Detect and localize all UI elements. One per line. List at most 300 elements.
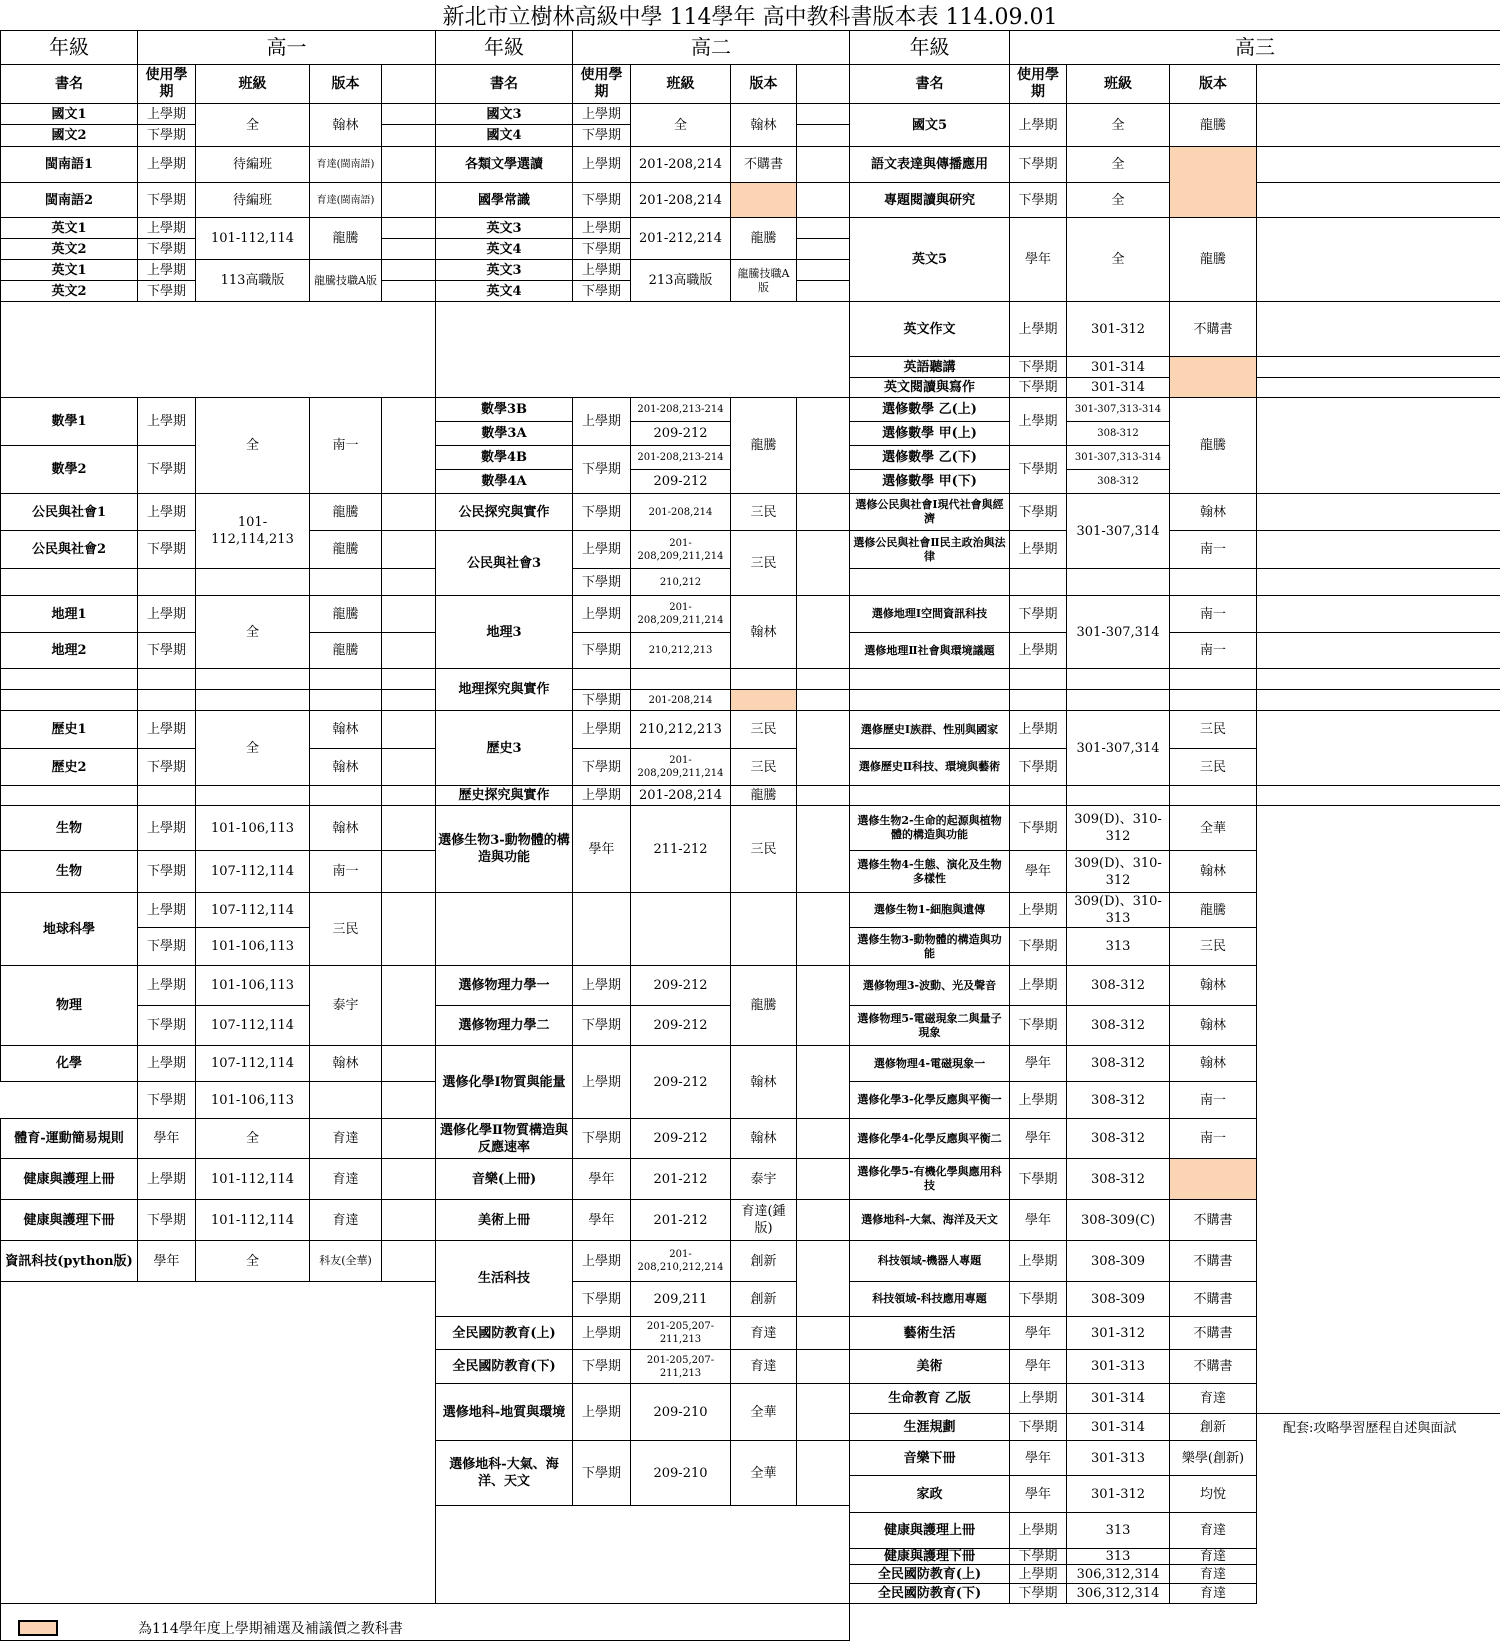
table-cell: 上學期: [137, 1158, 196, 1200]
table-cell: 選修物理4-電磁現象一: [849, 1045, 1010, 1082]
table-cell: 上學期: [572, 710, 631, 749]
table-cell: 上學期: [137, 965, 196, 1006]
table-cell: 308-312: [1066, 1005, 1170, 1046]
blank-cell: [796, 892, 850, 966]
blank-cell: [1256, 568, 1500, 596]
table-cell: 313: [1066, 927, 1170, 966]
blank-cell: [381, 64, 436, 104]
table-cell: 育達: [730, 1349, 797, 1384]
table-cell: 育達: [1169, 1583, 1257, 1604]
blank-cell: [0, 1281, 436, 1604]
table-cell: 上學期: [1009, 1240, 1067, 1282]
table-cell: 201-208,214: [630, 146, 731, 183]
table-cell: 下學期: [572, 748, 631, 786]
table-cell: 下學期: [1009, 805, 1067, 851]
book-name-cell: 數學1: [0, 397, 138, 446]
book-name-cell: 國文2: [0, 124, 138, 147]
grade-2-header: 高二: [572, 30, 850, 65]
table-cell: 301-312: [1066, 301, 1170, 357]
book-name-cell: 國文1: [0, 103, 138, 125]
blank-cell: [730, 668, 797, 690]
blank-cell: [0, 301, 436, 398]
blank-cell: [796, 710, 850, 786]
book-name-cell: 選修地科-大氣、海洋、天文: [435, 1440, 573, 1506]
blank-cell: [0, 785, 138, 806]
book-name-cell: 選修物理力學一: [435, 965, 573, 1006]
grade-3-header: 高三: [1009, 30, 1500, 65]
blank-cell: [195, 668, 310, 690]
blank-cell: [381, 238, 436, 260]
table-cell: 上學期: [137, 805, 196, 851]
table-cell: 209-210: [630, 1383, 731, 1441]
book-name-cell: 公民與社會2: [0, 530, 138, 569]
table-cell: 下學期: [1009, 1413, 1067, 1441]
blank-cell: [381, 259, 436, 281]
table-cell: 下學期: [1009, 377, 1067, 398]
table-cell: 翰林: [1169, 965, 1257, 1006]
column-header: 版本: [309, 64, 382, 104]
book-name-cell: 全民國防教育(上): [435, 1316, 573, 1350]
blank-cell: [381, 397, 436, 494]
table-cell: 不購書: [730, 146, 797, 183]
blank-cell: [1009, 785, 1067, 806]
table-cell: 學年: [1009, 1349, 1067, 1384]
blank-cell: [1256, 530, 1500, 569]
blank-cell: [381, 568, 436, 596]
table-cell: 209,211: [630, 1281, 731, 1317]
table-cell: 學年: [1009, 1475, 1067, 1513]
blank-cell: [381, 493, 436, 531]
book-name-cell: 選修化學Ⅱ物質構造與反應速率: [435, 1118, 573, 1159]
table-cell: 上學期: [137, 397, 196, 446]
table-cell: 翰林: [309, 103, 382, 147]
table-cell: 南一: [1169, 595, 1257, 633]
table-cell: 樂學(創新): [1169, 1440, 1257, 1476]
blank-cell: [1256, 64, 1500, 104]
table-cell: 上學期: [572, 1316, 631, 1350]
book-name-cell: 生活科技: [435, 1240, 573, 1317]
table-cell: 全: [1066, 146, 1170, 183]
book-name-cell: 數學3A: [435, 421, 573, 446]
book-name-cell: 歷史2: [0, 748, 138, 786]
table-cell: 210,212,213: [630, 710, 731, 749]
table-cell: 211-212: [630, 805, 731, 893]
table-cell: 101-112,114: [195, 217, 310, 260]
table-cell: 下學期: [572, 182, 631, 218]
blank-cell: [1066, 568, 1170, 596]
table-cell: 101-106,113: [195, 965, 310, 1006]
table-cell: 上學期: [572, 530, 631, 569]
table-cell: 育達: [1169, 1564, 1257, 1584]
table-cell: 不購書: [1169, 301, 1257, 357]
book-name-cell: 各類文學選讀: [435, 146, 573, 183]
table-cell: 313: [1066, 1548, 1170, 1565]
blank-cell: [1256, 217, 1500, 302]
table-cell: 201-208,214: [630, 182, 731, 218]
column-header: 書名: [435, 64, 573, 104]
book-name-cell: 健康與護理下冊: [0, 1199, 138, 1241]
book-name-cell: 健康與護理上冊: [0, 1158, 138, 1200]
book-name-cell: 英文1: [0, 259, 138, 281]
blank-cell: [796, 1383, 850, 1441]
table-cell: 上學期: [1009, 1564, 1067, 1584]
blank-cell: [630, 892, 731, 966]
blank-cell: [1256, 182, 1500, 218]
table-cell: 龍騰: [730, 965, 797, 1046]
table-cell: 龍騰技職A版: [309, 259, 382, 302]
table-cell: 學年: [137, 1118, 196, 1159]
book-name-cell: 國學常識: [435, 182, 573, 218]
table-cell: 309(D)、310-312: [1066, 850, 1170, 893]
table-cell: 201-208,213-214: [630, 397, 731, 422]
table-cell: 上學期: [572, 1240, 631, 1282]
blank-cell: [137, 785, 196, 806]
table-cell: 101-106,113: [195, 805, 310, 851]
book-name-cell: 歷史3: [435, 710, 573, 786]
table-cell: 下學期: [1009, 1281, 1067, 1317]
legend-text: 為114學年度上學期補選及補議價之教科書: [138, 1621, 403, 1637]
column-header: 班級: [195, 64, 310, 104]
blank-cell: [796, 1199, 850, 1241]
highlight-cell: [730, 689, 797, 711]
table-cell: 全華: [730, 1383, 797, 1441]
table-cell: 全: [195, 710, 310, 786]
table-cell: 上學期: [137, 892, 196, 928]
table-cell: 308-309(C): [1066, 1199, 1170, 1241]
table-cell: 下學期: [572, 632, 631, 669]
book-name-cell: 生涯規劃: [849, 1413, 1010, 1441]
blank-cell: [796, 668, 850, 690]
table-cell: 上學期: [1009, 301, 1067, 357]
table-cell: 創新: [730, 1240, 797, 1282]
blank-cell: [309, 689, 382, 711]
book-name-cell: 國文4: [435, 124, 573, 147]
table-cell: 201-205,207-211,213: [630, 1316, 731, 1350]
table-cell: 301-307,313-314: [1066, 445, 1170, 470]
table-cell: 下學期: [1009, 927, 1067, 966]
blank-cell: [796, 238, 850, 260]
table-cell: 翰林: [309, 748, 382, 786]
table-cell: 下學期: [1009, 1583, 1067, 1604]
table-cell: 上學期: [137, 217, 196, 239]
table-cell: 201-208,209,211,214: [630, 748, 731, 786]
book-name-cell: 藝術生活: [849, 1316, 1010, 1350]
book-name-cell: 英文2: [0, 238, 138, 260]
book-name-cell: 美術上冊: [435, 1199, 573, 1241]
table-cell: 龍騰: [309, 217, 382, 260]
table-cell: 龍騰: [730, 397, 797, 494]
table-cell: 三民: [1169, 710, 1257, 749]
table-cell: 學年: [1009, 1440, 1067, 1476]
book-name-cell: 選修數學 甲(上): [849, 421, 1010, 446]
blank-cell: [381, 710, 436, 749]
table-cell: 上學期: [1009, 530, 1067, 569]
highlight-cell: [1169, 146, 1257, 218]
book-name-cell: 選修數學 甲(下): [849, 469, 1010, 494]
table-cell: 101-106,113: [195, 1081, 310, 1119]
table-cell: 301-307,314: [1066, 710, 1170, 786]
table-cell: 上學期: [572, 103, 631, 125]
table-cell: 龍騰: [730, 217, 797, 260]
table-cell: 翰林: [730, 1045, 797, 1119]
book-name-cell: 國文5: [849, 103, 1010, 147]
blank-cell: [1256, 397, 1500, 494]
blank-cell: [1009, 689, 1067, 711]
table-cell: 下學期: [572, 280, 631, 302]
blank-cell: [796, 103, 850, 125]
book-name-cell: 專題閱讀與研究: [849, 182, 1010, 218]
table-cell: 選修化學3-化學反應與平衡一: [849, 1081, 1010, 1119]
table-cell: 107-112,114: [195, 1045, 310, 1082]
footnote-text: 配套:攻略學習歷程自述與面試: [1283, 1421, 1457, 1436]
table-cell: 下學期: [137, 748, 196, 786]
column-header: 版本: [730, 64, 797, 104]
table-cell: 南一: [1169, 632, 1257, 669]
blank-cell: [381, 1240, 436, 1282]
table-cell: 選修地理Ⅰ空間資訊科技: [849, 595, 1010, 633]
book-name-cell: 物理: [0, 965, 138, 1046]
blank-cell: [1256, 668, 1500, 690]
blank-cell: [381, 965, 436, 1046]
blank-cell: [849, 689, 1010, 711]
book-name-cell: 地球科學: [0, 892, 138, 966]
blank-cell: [796, 397, 850, 494]
book-name-cell: 健康與護理上冊: [849, 1512, 1010, 1549]
table-cell: 不購書: [1169, 1199, 1257, 1241]
table-cell: 不購書: [1169, 1240, 1257, 1282]
column-header: 書名: [0, 64, 138, 104]
blank-cell: [195, 568, 310, 596]
table-cell: 101-112,114: [195, 1199, 310, 1241]
blank-cell: [1256, 710, 1500, 786]
table-cell: 翰林: [309, 1045, 382, 1082]
blank-cell: [1256, 805, 1500, 1414]
table-cell: 下學期: [1009, 595, 1067, 633]
blank-cell: [381, 217, 436, 239]
table-cell: 不購書: [1169, 1316, 1257, 1350]
blank-cell: [137, 689, 196, 711]
blank-cell: [381, 632, 436, 669]
table-cell: 308-312: [1066, 1081, 1170, 1119]
blank-cell: [796, 1045, 850, 1119]
table-cell: 上學期: [572, 397, 631, 446]
book-name-cell: 公民探究與實作: [435, 493, 573, 531]
book-name-cell: 選修化學Ⅰ物質與能量: [435, 1045, 573, 1119]
table-cell: 全: [630, 103, 731, 147]
table-cell: 201-208,214: [630, 785, 731, 806]
highlight-cell: [730, 182, 797, 218]
book-name-cell: 選修數學 乙(下): [849, 445, 1010, 470]
table-cell: 上學期: [572, 595, 631, 633]
blank-cell: [796, 805, 850, 893]
blank-cell: [796, 217, 850, 239]
blank-cell: [1009, 668, 1067, 690]
table-cell: 全: [195, 397, 310, 494]
book-name-cell: 閩南語1: [0, 146, 138, 183]
legend-swatch: [18, 1620, 58, 1636]
book-name-cell: 歷史1: [0, 710, 138, 749]
table-cell: 學年: [1009, 850, 1067, 893]
book-name-cell: 全民國防教育(下): [435, 1349, 573, 1384]
book-name-cell: 英文1: [0, 217, 138, 239]
table-cell: 全: [1066, 103, 1170, 147]
table-cell: 下學期: [572, 124, 631, 147]
blank-cell: [1009, 568, 1067, 596]
table-cell: 下學期: [572, 493, 631, 531]
column-header: 班級: [630, 64, 731, 104]
table-cell: 201-208,214: [630, 493, 731, 531]
table-cell: 上學期: [1009, 632, 1067, 669]
book-name-cell: 選修物理力學二: [435, 1005, 573, 1046]
table-cell: 308-312: [1066, 965, 1170, 1006]
blank-cell: [309, 568, 382, 596]
table-cell: 龍騰: [309, 493, 382, 531]
table-cell: 上學期: [137, 493, 196, 531]
table-cell: 翰林: [309, 710, 382, 749]
table-cell: 選修歷史Ⅱ科技、環境與藝術: [849, 748, 1010, 786]
table-cell: 下學期: [1009, 356, 1067, 378]
table-cell: 下學期: [1009, 1158, 1067, 1200]
table-cell: 育達: [1169, 1383, 1257, 1414]
table-cell: 科技領域-科技應用專題: [849, 1281, 1010, 1317]
column-header: 使用學期: [572, 64, 631, 104]
table-cell: 選修物理5-電磁現象二與量子現象: [849, 1005, 1010, 1046]
blank-cell: [1256, 146, 1500, 183]
table-cell: 學年: [1009, 1045, 1067, 1082]
table-cell: 209-212: [630, 469, 731, 494]
blank-cell: [381, 892, 436, 966]
table-cell: 上學期: [572, 146, 631, 183]
book-name-cell: 選修數學 乙(上): [849, 397, 1010, 422]
table-cell: 三民: [730, 710, 797, 749]
blank-cell: [1256, 632, 1500, 669]
column-header: 版本: [1169, 64, 1257, 104]
table-cell: 113高職版: [195, 259, 310, 302]
table-cell: 201-208,213-214: [630, 445, 731, 470]
table-cell: 下學期: [137, 850, 196, 893]
blank-cell: [381, 146, 436, 183]
table-cell: 301-307,313-314: [1066, 397, 1170, 422]
table-cell: 下學期: [572, 1005, 631, 1046]
table-cell: 107-112,114: [195, 892, 310, 928]
blank-cell: [381, 530, 436, 569]
book-name-cell: 國文3: [435, 103, 573, 125]
book-name-cell: 數學4A: [435, 469, 573, 494]
table-cell: 三民: [730, 493, 797, 531]
table-cell: 育達(閩南語): [309, 182, 382, 218]
blank-cell: [1256, 785, 1500, 806]
table-cell: 上學期: [137, 710, 196, 749]
table-cell: 下學期: [137, 530, 196, 569]
table-cell: 上學期: [137, 146, 196, 183]
table-cell: 201-208,210,212,214: [630, 1240, 731, 1282]
book-name-cell: 數學3B: [435, 397, 573, 422]
book-name-cell: 全民國防教育(上): [849, 1564, 1010, 1584]
table-cell: 下學期: [572, 1118, 631, 1159]
table-cell: 不購書: [1169, 1349, 1257, 1384]
blank-cell: [796, 124, 850, 147]
table-cell: 龍騰: [1169, 397, 1257, 494]
table-cell: 育達(鍾版): [730, 1199, 797, 1241]
table-cell: 下學期: [137, 124, 196, 147]
table-cell: 龍騰: [309, 530, 382, 569]
table-cell: 全華: [730, 1440, 797, 1506]
table-cell: 翰林: [730, 595, 797, 669]
table-cell: 育達: [1169, 1512, 1257, 1549]
table-cell: 201-212: [630, 1158, 731, 1200]
column-header: 使用學期: [137, 64, 196, 104]
table-cell: 209-212: [630, 1005, 731, 1046]
table-cell: 209-212: [630, 1118, 731, 1159]
blank-cell: [1169, 689, 1257, 711]
blank-cell: [730, 892, 797, 966]
book-name-cell: 歷史探究與實作: [435, 785, 573, 806]
table-cell: 翰林: [1169, 1045, 1257, 1082]
table-cell: 選修化學5-有機化學與應用科技: [849, 1158, 1010, 1200]
table-cell: 201-208,209,211,214: [630, 530, 731, 569]
blank-cell: [572, 668, 631, 690]
table-cell: 上學期: [572, 259, 631, 281]
blank-cell: [137, 668, 196, 690]
table-cell: 泰宇: [730, 1158, 797, 1200]
column-header: 書名: [849, 64, 1010, 104]
table-cell: 選修生物2-生命的起源與植物體的構造與功能: [849, 805, 1010, 851]
blank-cell: [796, 259, 850, 281]
blank-cell: [0, 1603, 850, 1641]
table-cell: 下學期: [572, 689, 631, 711]
table-cell: 上學期: [572, 1045, 631, 1119]
blank-cell: [1256, 595, 1500, 633]
table-cell: 308-312: [1066, 469, 1170, 494]
blank-cell: [1256, 493, 1500, 531]
table-cell: 301-307,314: [1066, 493, 1170, 569]
table-cell: 201-212: [630, 1199, 731, 1241]
table-cell: 下學期: [137, 927, 196, 966]
blank-cell: [796, 530, 850, 596]
table-cell: 學年: [572, 1199, 631, 1241]
blank-cell: [796, 1316, 850, 1350]
grade-label: 年級: [849, 30, 1010, 65]
book-name-cell: 閩南語2: [0, 182, 138, 218]
blank-cell: [381, 1158, 436, 1200]
table-cell: 下學期: [137, 238, 196, 260]
blank-cell: [796, 1440, 850, 1506]
blank-cell: [1066, 668, 1170, 690]
blank-cell: [381, 748, 436, 786]
table-cell: 選修歷史Ⅰ族群、性別與國家: [849, 710, 1010, 749]
blank-cell: [796, 64, 850, 104]
table-cell: 308-312: [1066, 1045, 1170, 1082]
blank-cell: [381, 1118, 436, 1159]
table-cell: 209-212: [630, 421, 731, 446]
table-cell: 301-314: [1066, 356, 1170, 378]
blank-cell: [1256, 103, 1500, 147]
blank-cell: [572, 892, 631, 966]
book-name-cell: 選修生物3-動物體的構造與功能: [435, 805, 573, 893]
blank-cell: [435, 301, 850, 398]
table-cell: 上學期: [137, 259, 196, 281]
table-cell: 101-106,113: [195, 927, 310, 966]
book-name-cell: 生命教育 乙版: [849, 1383, 1010, 1414]
table-cell: 下學期: [572, 238, 631, 260]
book-name-cell: 健康與護理下冊: [849, 1548, 1010, 1565]
table-cell: 全: [195, 1118, 310, 1159]
table-cell: 育達: [309, 1199, 382, 1241]
blank-cell: [381, 805, 436, 851]
table-cell: 107-112,114: [195, 1005, 310, 1046]
table-cell: 不購書: [1169, 1281, 1257, 1317]
blank-cell: [195, 689, 310, 711]
